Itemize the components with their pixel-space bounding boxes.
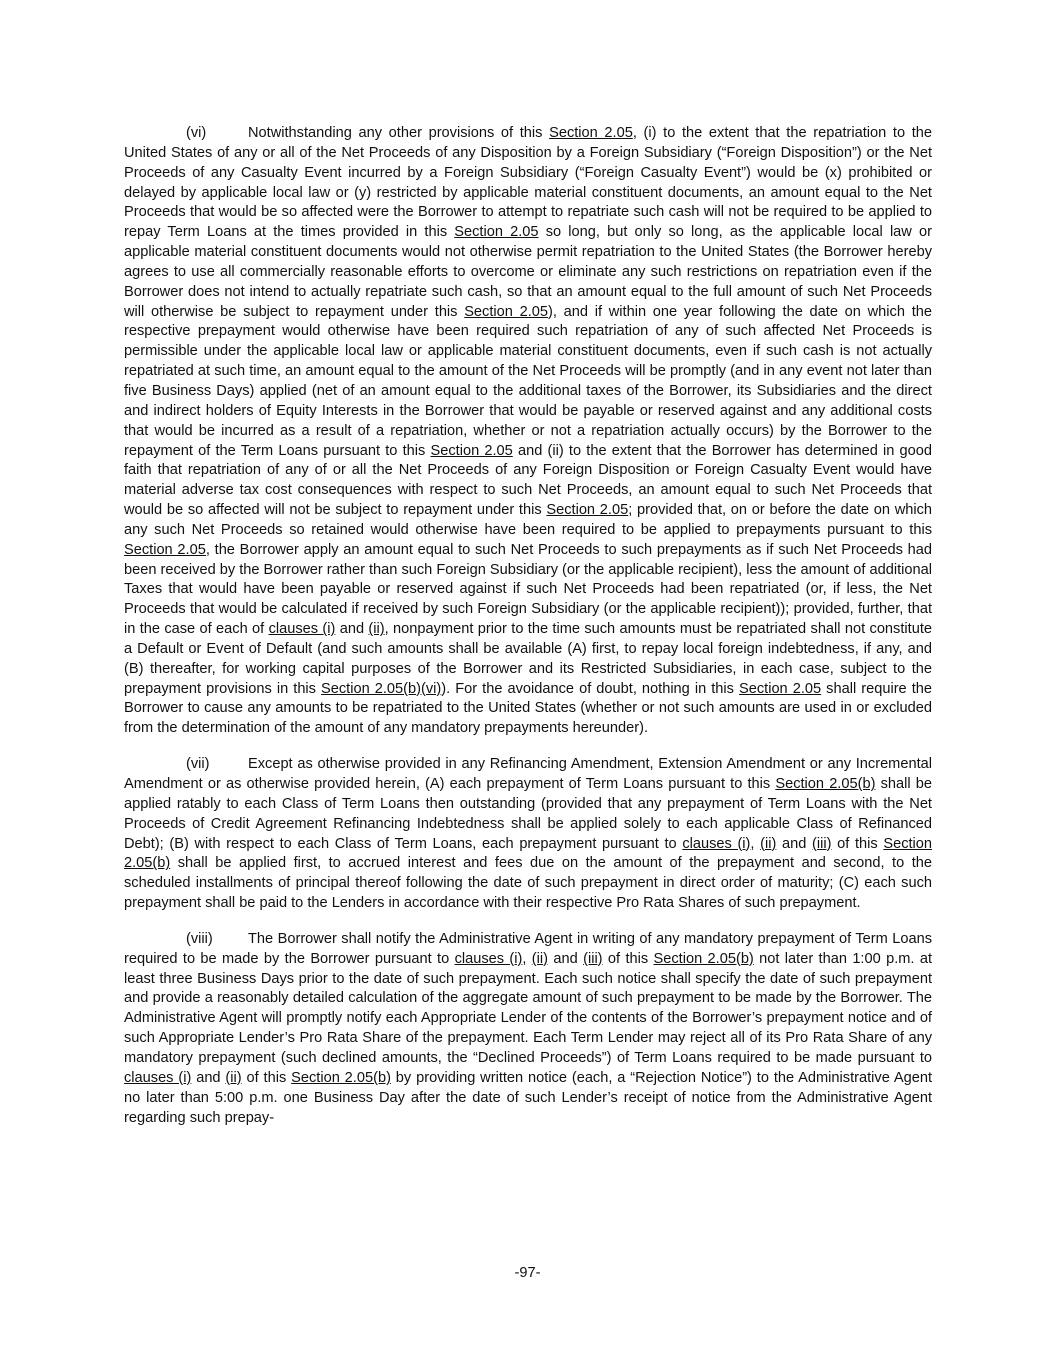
body-text: of this	[602, 950, 654, 967]
paragraph-body	[124, 931, 932, 1126]
section-reference: Section 2.05(b)	[653, 950, 754, 967]
paragraph-number: (vii)	[186, 756, 210, 773]
section-reference: clauses (i)	[682, 835, 751, 852]
body-text: and (ii) to the extent that the Borrower has determined in good faith that repatriation of any of or all the Net Proceeds of any Foreign Disposition or Foreign Casualty Event would have material adverse tax cost consequences with respect to such Net Proceeds, an amount equal to such Net Proceeds that would be so affected will not be subject to repayment under this	[124, 442, 933, 519]
body-text: , (i) to the extent that the repatriation to the United States of any or all of the Net Proceeds of any Disposition by a Foreign Subsidiary (“Foreign Disposition”) or the Net Proceeds of any Casualty Event incurred by a Foreign Subsidiary (“Foreign Casualty Event”) would be (x) prohibited or delayed by applicable local law or (y) restricted by applicable material constituent documents, an amount equal to the Net Proceeds that would be so affected were the Borrower to attempt to repatriate such cash will not be required to be applied to repay Term Loans at the times provided in this	[124, 125, 932, 241]
section-reference: clauses (i)	[268, 621, 336, 638]
section-reference: Section 2.05(b)	[124, 835, 933, 872]
body-text: ; provided that, on or before the date on which any such Net Proceeds so retained would otherwise have been required to be applied to prepayments pursuant to this	[124, 502, 933, 538]
section-reference: (ii)	[760, 835, 777, 852]
section-reference: Section 2.05(b)	[775, 776, 876, 792]
section-reference: Section 2.05	[549, 125, 633, 141]
section-reference: (ii)	[225, 1069, 242, 1086]
section-reference: Section 2.05(b)(vi)	[321, 680, 442, 697]
section-reference: Section 2.05,	[124, 541, 210, 558]
body-text: Notwithstanding any other provisions of this	[248, 125, 550, 141]
section-reference: clauses (i)	[124, 1069, 192, 1086]
body-text: shall be applied first, to accrued interest and fees due on the amount of the prepayment and second, to the scheduled installments of principal thereof following the date of such prepayment in direct order of maturity; (C) each such prepayment shall be paid to the Lenders in accordance with their respective Pro Rata Shares of such prepayment.	[124, 855, 932, 912]
paragraph-vii	[124, 755, 932, 914]
body-text: so long, but only so long, as the applicable local law or applicable material constituent documents would not otherwise permit repatriation to the United States (the Borrower hereby agrees to use all commercially reasonable efforts to overcome or eliminate any such restrictions on repatriation even if the Borrower does not intend to actually repatriate such cash, so that an amount equal to the full amount of such Net Proceeds will otherwise be subject to repayment under this	[124, 224, 932, 320]
body-text: ), and if within one year following the date on which the respective prepayment would otherwise have been required such repatriation of any of such affected Net Proceeds is permissible under the applicable local law or applicable material constituent documents, even if such cash is not actually repatriated at such time, an amount equal to the amount of the Net Proceeds will be promptly (and in any event not later than five Business Days) applied (net of an amount equal to the additional taxes of the Borrower, its Subsidiaries and the direct and indirect holders of Equity Interests in the Borrower that would be payable or reserved against and any additional costs that would be incurred as a result of a repatriation, whether or not a repatriation actually occurs) by the Borrower to the repayment of the Term Loans pursuant to this	[124, 303, 932, 459]
body-text: ,	[522, 950, 532, 967]
section-reference: (ii)	[368, 621, 385, 638]
body-text: ,	[750, 835, 761, 852]
paragraph-body	[124, 125, 932, 736]
paragraph-viii	[124, 930, 932, 1128]
paragraph-body	[124, 756, 932, 911]
section-reference: Section 2.05	[454, 224, 539, 241]
body-text: shall be applied ratably to each Class of Term Loans then outstanding (provided that any prepayment of Term Loans with the Net Proceeds of Credit Agreement Refinancing Indebtedness shall be applied solely to each applicable Class of Refinanced Debt); (B) with respect to each Class of Term Loans, each prepayment pursuant to	[124, 776, 932, 852]
body-text: by providing written notice (each, a “Rejection Notice”) to the Administrative Agent no later than 5:00 p.m. one Business Day after the date of such Lender’s receipt of notice from the Administrative Agent regarding such prepay-	[124, 1069, 933, 1126]
body-text: Except as otherwise provided in any Refinancing Amendment, Extension Amendment or any Incremental Amendment or as otherwise provided herein, (A) each prepayment of Term Loans pursuant to this	[124, 756, 932, 792]
paragraph-number: (viii)	[186, 930, 213, 947]
body-text: of this	[241, 1069, 292, 1086]
body-text: The Borrower shall notify the Administrative Agent in writing of any mandatory prepayment of Term Loans required to be made by the Borrower pursuant to	[124, 930, 932, 967]
body-text: not later than 1:00 p.m. at least three Business Days prior to the date of such prepayment. Each such notice shall specify the date of such prepayment and provide a reasonably detailed calculation of the aggregate amount of such prepayment to be made by the Borrower. The Administrative Agent will promptly notify each Appropriate Lender of the contents of the Borrower’s prepayment notice and of such Appropriate Lender’s Pro Rata Share of the prepayment. Each Term Lender may reject all of its Pro Rata Share of any mandatory prepayment (such declined amounts, the “Declined Proceeds”) of Term Loans required to be made pursuant to	[124, 950, 932, 1066]
document-page	[124, 124, 932, 1144]
body-text: and	[548, 950, 584, 967]
paragraph-number: (vi)	[186, 125, 207, 141]
section-reference: Section 2.05	[546, 502, 629, 519]
page-number: -97-	[514, 1265, 541, 1281]
body-text: and	[776, 835, 813, 852]
section-reference: Section 2.05	[739, 680, 822, 697]
body-text: and	[191, 1069, 226, 1086]
section-reference: Section 2.05(b)	[291, 1069, 391, 1086]
body-text: shall require the Borrower to cause any amounts to be repatriated to the United States (whether or not such amounts are used in or excluded from the determination of the amount of any mandatory prepayments hereunder).	[124, 680, 933, 737]
body-text: , nonpayment prior to the time such amounts must be repatriated shall not constitute a Default or Event of Default (and such amounts shall be available (A) first, to repay local foreign indebtedness, if any, and (B) thereafter, for working capital purposes of the Borrower and its Restricted Subsidiaries, in each case, subject to the prepayment provisions in this	[124, 621, 932, 697]
section-reference: (ii)	[531, 950, 549, 967]
section-reference: (iii)	[583, 950, 603, 967]
section-reference: Section 2.05	[464, 303, 549, 320]
section-reference: (iii)	[812, 835, 832, 852]
body-text: ). For the avoidance of doubt, nothing in this	[441, 680, 739, 697]
body-text: and	[335, 621, 369, 638]
section-reference: clauses (i)	[454, 950, 523, 967]
paragraph-vi	[124, 124, 932, 739]
section-reference: Section 2.05	[430, 442, 513, 459]
body-text: of this	[831, 835, 884, 852]
body-text: the Borrower apply an amount equal to such Net Proceeds to such prepayments as if such Net Proceeds had been received by the Borrower rather than such Foreign Subsidiary (or the applicable recipient), less the amount of additional Taxes that would have been payable or reserved against if such Net Proceeds had been repatriated (or, if less, the Net Proceeds that would be calculated if received by such Foreign Subsidiary (or the applicable recipient)); provided, further, that in the case of each of	[124, 541, 932, 638]
